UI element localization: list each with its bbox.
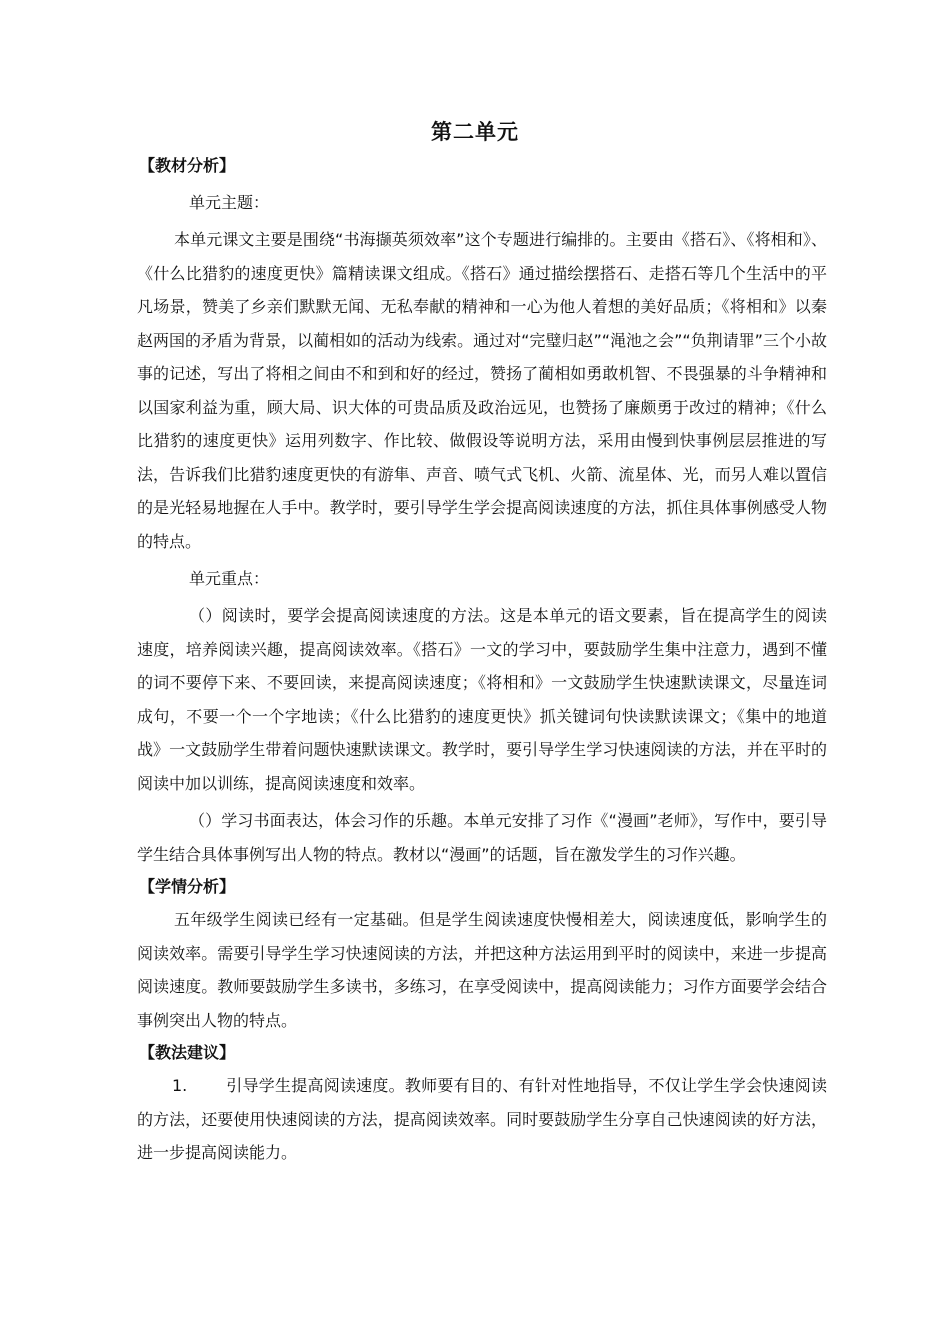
methods-item-1-text: 引导学生提高阅读速度。教师要有目的、有针对性地指导，不仅让学生学会快速阅读的方法，还要使用快速阅读的方法，提高阅读效率。同时要鼓励学生分享自己快速阅读的好方法，进一步提高阅读能力。 — [137, 1076, 827, 1162]
students-analysis-paragraph: 五年级学生阅读已经有一定基础。但是学生阅读速度快慢相差大，阅读速度低，影响学生的阅读效率。需要引导学生学习快速阅读的方法，并把这种方法运用到平时的阅读中，来进一步提高阅读速度。教师要鼓励学生多读书，多练习，在享受阅读中，提高阅读能力；习作方面要学会结合事例突出人物的特点。 — [137, 910, 827, 1030]
unit-theme-label: 单元主题： — [189, 193, 270, 212]
section-heading-students: 【学情分析】 — [139, 877, 236, 896]
section-heading-methods: 【教法建议】 — [139, 1043, 236, 1062]
methods-item-1 — [137, 1069, 827, 1170]
unit-focus-paragraph-1: （）阅读时，要学会提高阅读速度的方法。这是本单元的语文要素，旨在提高学生的阅读速度，培养阅读兴趣，提高阅读效率。《搭石》一文的学习中，要鼓励学生集中注意力，遇到不懂的词不要停下来、不要回读，来提高阅读速度；《将相和》一文鼓励学生快速默读课文，尽量连词成句，不要一个一个字地读；《什么比猎豹的速度更快》抓关键词句快读默读课文；《集中的地道战》一文鼓励学生带着问题快速默读课文。教学时，要引导学生学习快速阅读的方法，并在平时的阅读中加以训练，提高阅读速度和效率。 — [137, 606, 827, 793]
list-number: 1. — [172, 1076, 188, 1095]
unit-focus-paragraph-2: （）学习书面表达，体会习作的乐趣。本单元安排了习作《“漫画”老师》，写作中，要引导学生结合具体事例写出人物的特点。教材以“漫画”的话题，旨在激发学生的习作兴趣。 — [137, 811, 827, 864]
unit-theme-paragraph: 本单元课文主要是围绕“书海撷英须效率”这个专题进行编排的。主要由《搭石》、《将相和》、《什么比猎豹的速度更快》篇精读课文组成。《搭石》通过描绘摆搭石、走搭石等几个生活中的平凡场景，赞美了乡亲们默默无闻、无私奉献的精神和一心为他人着想的美好品质；《将相和》以秦赵两国的矛盾为背景，以蔺相如的活动为线索。通过对“完璧归赵”“渑池之会”“负荆请罪”三个小故事的记述，写出了将相之间由不和到和好的经过，赞扬了蔺相如勇敢机智、不畏强暴的斗争精神和以国家利益为重，顾大局、识大体的可贵品质及政治远见，也赞扬了廉颇勇于改过的精神；《什么比猎豹的速度更快》运用列数字、作比较、做假设等说明方法，采用由慢到快事例层层推进的写法，告诉我们比猎豹速度更快的有游隼、声音、喷气式飞机、火箭、流星体、光，而另人难以置信的是光轻易地握在人手中。教学时，要引导学生学会提高阅读速度的方法，抓住具体事例感受人物的特点。 — [137, 230, 827, 551]
page-title: 第二单元 — [431, 120, 519, 144]
section-heading-analysis: 【教材分析】 — [139, 156, 236, 175]
unit-focus-label: 单元重点： — [189, 569, 270, 588]
document-body — [137, 150, 827, 1170]
